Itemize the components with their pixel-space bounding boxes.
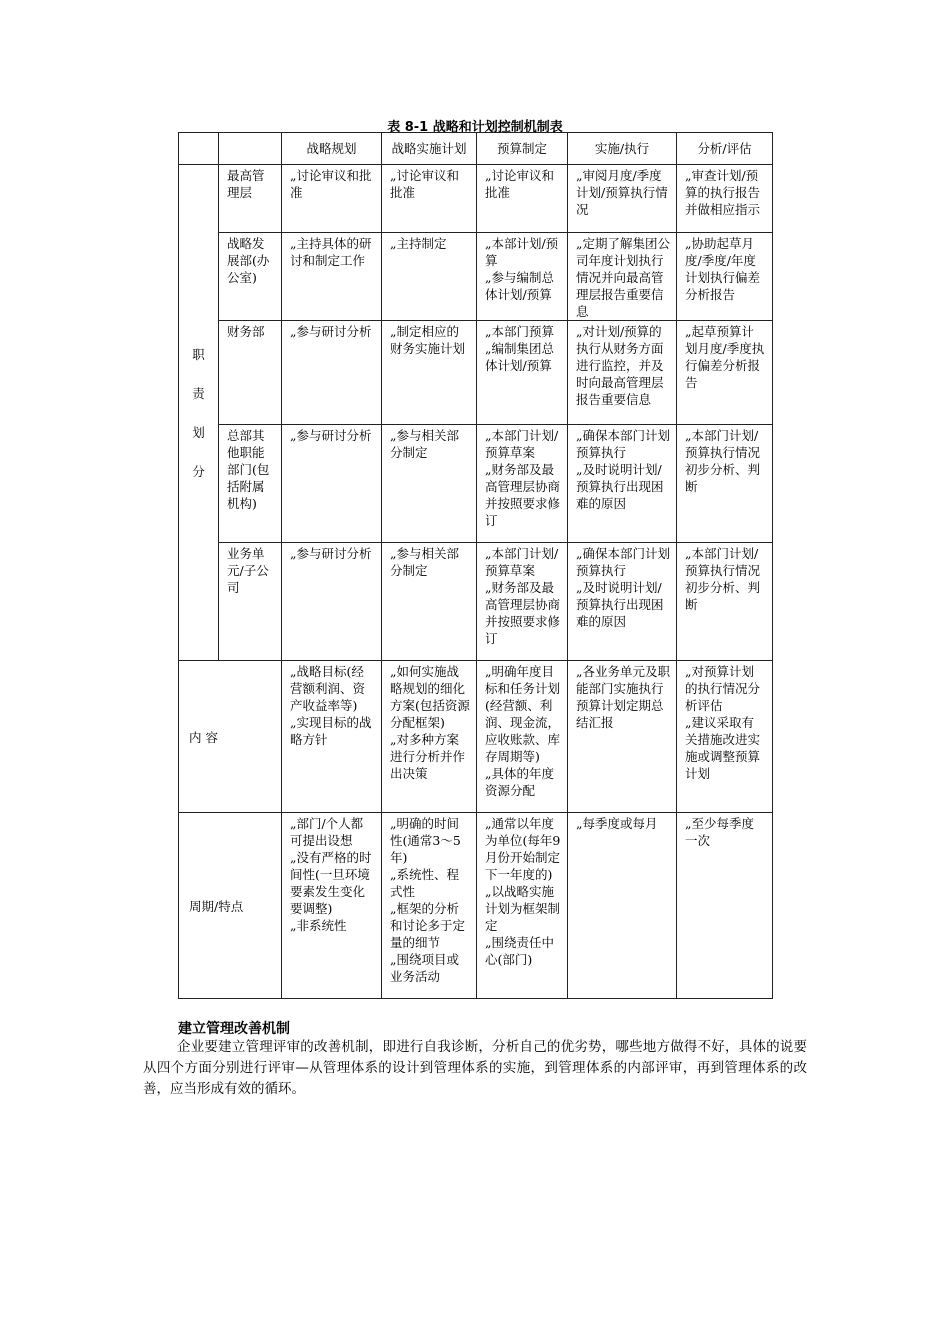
dept-cell: 财务部 (219, 321, 282, 425)
header-cell-blank-2 (219, 133, 282, 165)
table-cell: „参与研讨分析 (282, 425, 382, 543)
table-cell: „明确的时间性(通常3～5年) „系统性、程式性 „框架的分析和讨论多于定量的细节 „围绕项目或业务活动 (382, 813, 477, 999)
table-cell: „至少每季度一次 (677, 813, 773, 999)
table-cell: „讨论审议和批准 (477, 165, 568, 233)
content-row-label: 内 容 (179, 661, 282, 813)
dept-cell: 战略发展部(办公室) (219, 233, 282, 321)
table-cell: „本部门计划/预算执行情况初步分析、判断 (677, 543, 773, 661)
period-row-label: 周期/特点 (179, 813, 282, 999)
table-cell: „本部门预算 „编制集团总体计划/预算 (477, 321, 568, 425)
table-cell: „本部计划/预算 „参与编制总体计划/预算 (477, 233, 568, 321)
table-cell: „审查计划/预算的执行报告并做相应指示 (677, 165, 773, 233)
strategy-control-table (178, 132, 773, 999)
table-cell: „对预算计划的执行情况分析评估 „建议采取有关措施改进实施或调整预算计划 (677, 661, 773, 813)
header-analysis: 分析/评估 (677, 133, 773, 165)
table-row (179, 321, 773, 425)
table-cell: „明确年度目标和任务计划(经营额、利润、现金流，应收账款、库存周期等) „具体的年度资源分配 (477, 661, 568, 813)
table-cell: „部门/个人都可提出设想 „没有严格的时间性(一旦环境要素发生变化要调整) „非系统性 (282, 813, 382, 999)
section-paragraph: 企业要建立管理评审的改善机制，即进行自我诊断，分析自己的优劣势，哪些地方做得不好，具体的说要从四个方面分别进行评审—从管理体系的设计到管理体系的实施，到管理体系的内部评审，再到管理体系的改善，应当形成有效的循环。 (143, 1039, 807, 1097)
table-cell: „定期了解集团公司年度计划执行情况并向最高管理层报告重要信息 (568, 233, 677, 321)
table-row (179, 233, 773, 321)
table-cell: „本部门计划/预算草案 „财务部及最高管理层协商并按照要求修订 (477, 543, 568, 661)
table-cell: „参与研讨分析 (282, 321, 382, 425)
header-strategic-planning: 战略规划 (282, 133, 382, 165)
table-cell: „主持制定 (382, 233, 477, 321)
table-cell: „协助起草月度/季度/年度计划执行偏差分析报告 (677, 233, 773, 321)
table-row (179, 425, 773, 543)
table-cell: „主持具体的研讨和制定工作 (282, 233, 382, 321)
table-cell: „每季度或每月 (568, 813, 677, 999)
duty-label-char: 分 (192, 463, 205, 479)
header-strategy-implementation: 战略实施计划 (382, 133, 477, 165)
dept-cell: 最高管理层 (219, 165, 282, 233)
table-header-row (179, 133, 773, 165)
table-row (179, 165, 773, 233)
duty-group-label (179, 165, 219, 661)
table-row-period (179, 813, 773, 999)
table-cell: „审阅月度/季度计划/预算执行情况 (568, 165, 677, 233)
table-cell: „讨论审议和批准 (282, 165, 382, 233)
table-cell: „参与研讨分析 (282, 543, 382, 661)
table-cell: „讨论审议和批准 (382, 165, 477, 233)
table-cell: „制定相应的财务实施计划 (382, 321, 477, 425)
header-cell-blank-1 (179, 133, 219, 165)
table-cell: „参与相关部分制定 (382, 425, 477, 543)
table-cell: „通常以年度为单位(每年9月份开始制定下一年度的) „以战略实施计划为框架制定 „围绕责任中心(部门) (477, 813, 568, 999)
header-budgeting: 预算制定 (477, 133, 568, 165)
table-cell: „确保本部门计划预算执行 „及时说明计划/预算执行出现困难的原因 (568, 543, 677, 661)
table-cell: „确保本部门计划预算执行 „及时说明计划/预算执行出现困难的原因 (568, 425, 677, 543)
duty-label-char: 划 (192, 424, 205, 440)
table-cell: „本部门计划/预算草案 „财务部及最高管理层协商并按照要求修订 (477, 425, 568, 543)
table-cell: „如何实施战略规划的细化方案(包括资源分配框架) „对多种方案进行分析并作出决策 (382, 661, 477, 813)
dept-cell: 业务单元/子公司 (219, 543, 282, 661)
table-cell: „参与相关部分制定 (382, 543, 477, 661)
table-cell: „战略目标(经营额利润、资产收益率等) „实现目标的战略方针 (282, 661, 382, 813)
header-execution: 实施/执行 (568, 133, 677, 165)
duty-label-char: 责 (192, 385, 205, 401)
table-row-content (179, 661, 773, 813)
table-cell: „各业务单元及职能部门实施执行预算计划定期总结汇报 (568, 661, 677, 813)
table-row (179, 543, 773, 661)
duty-label-char: 职 (192, 346, 205, 362)
table-caption: 表 8-1 战略和计划控制机制表 (387, 120, 563, 135)
section-heading: 建立管理改善机制 (178, 1021, 290, 1037)
table-cell: „本部门计划/预算执行情况初步分析、判断 (677, 425, 773, 543)
table-cell: „对计划/预算的执行从财务方面进行监控，并及时向最高管理层报告重要信息 (568, 321, 677, 425)
table-cell: „起草预算计划月度/季度执行偏差分析报告 (677, 321, 773, 425)
dept-cell: 总部其他职能部门(包括附属机构) (219, 425, 282, 543)
